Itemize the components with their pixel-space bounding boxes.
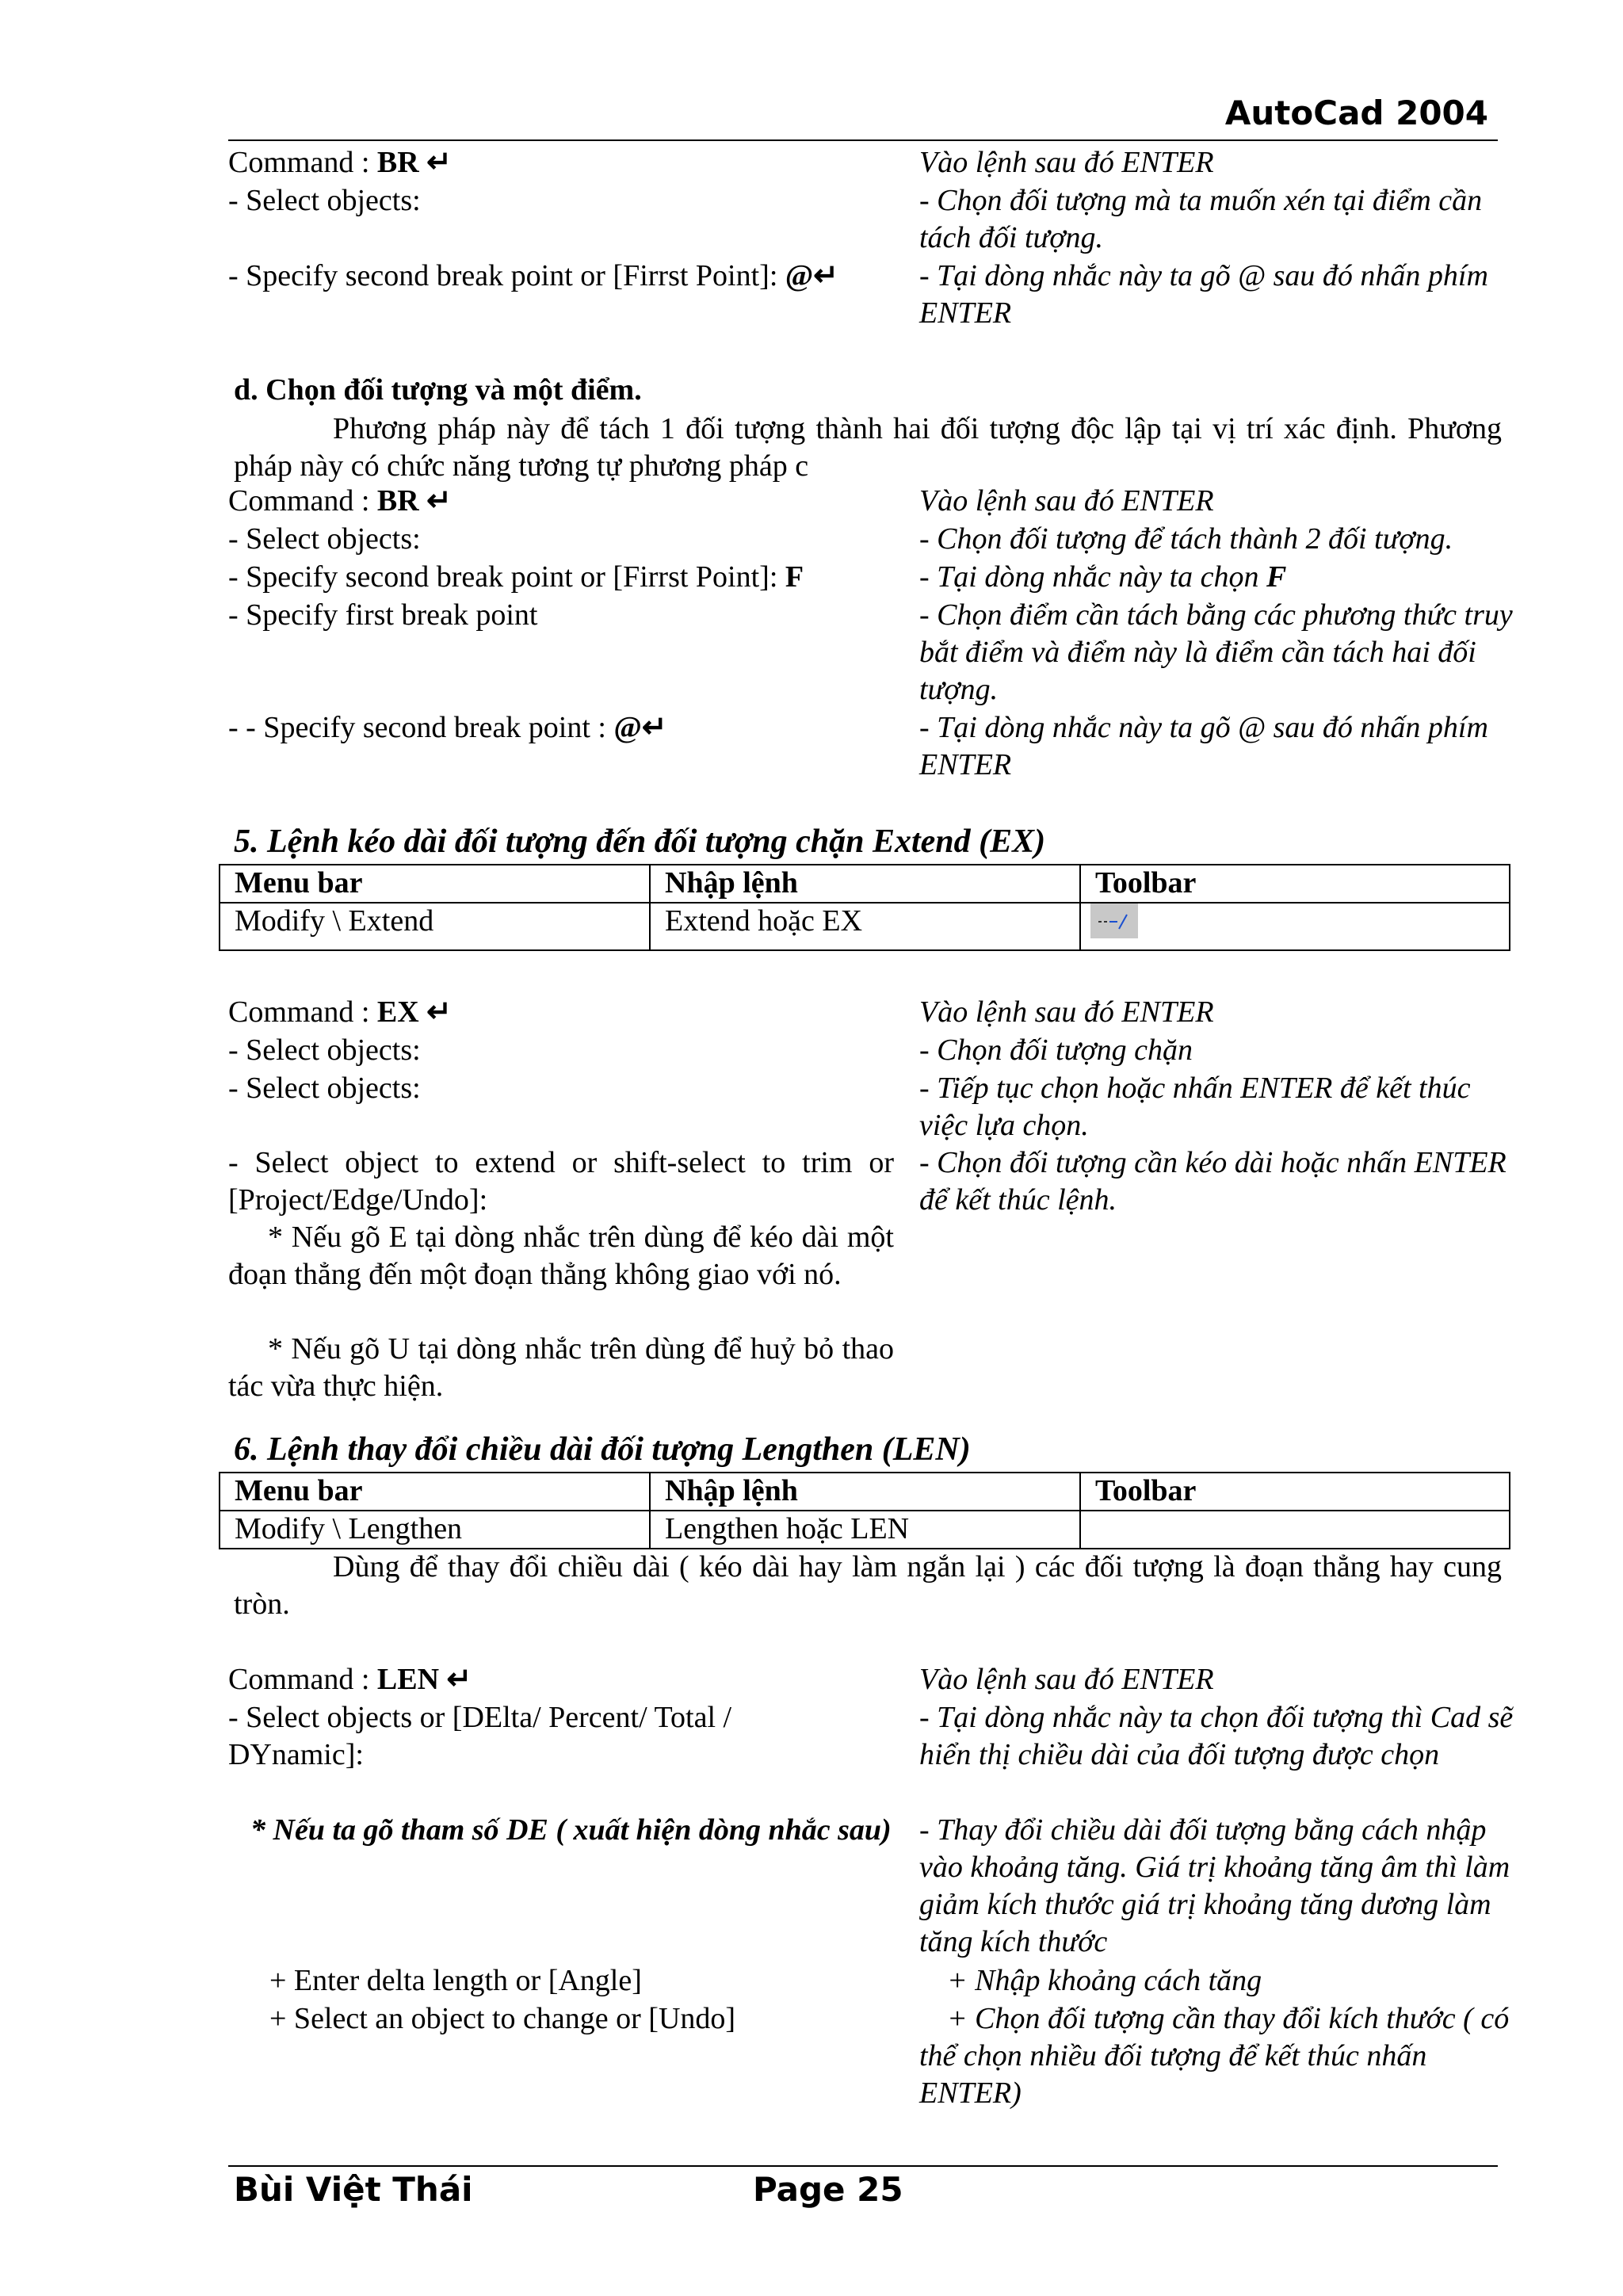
command-desc: - Tại dòng nhắc này ta chọn F: [919, 560, 1287, 594]
command-line: - Select objects:: [228, 184, 421, 217]
subsection-title: d. Chọn đối tượng và một điểm.: [234, 373, 642, 407]
section-title: 6. Lệnh thay đổi chiều dài đối tượng Lengthen (LEN): [234, 1431, 971, 1468]
command-line: - - Specify second break point : @↵: [228, 711, 667, 744]
table-header: Toolbar: [1080, 1473, 1510, 1511]
command-line: - Select objects or [DElta/ Percent/ Total / DYnamic]:: [228, 1701, 732, 1771]
command-line: - Select objects:: [228, 1033, 421, 1067]
command-desc: - Chọn đối tượng để tách thành 2 đối tượng.: [919, 522, 1453, 556]
command-desc: Vào lệnh sau đó ENTER: [919, 146, 1214, 179]
table-cell: Lengthen hoặc LEN: [650, 1511, 1080, 1549]
table-cell: [1080, 903, 1510, 950]
paragraph: Dùng để thay đổi chiều dài ( kéo dài hay làm ngắn lại ) các đối tượng là đoạn thẳng hay cung tròn.: [234, 1550, 1502, 1621]
command-desc: Vào lệnh sau đó ENTER: [919, 1663, 1214, 1696]
command-desc: - Tại dòng nhắc này ta gõ @ sau đó nhấn phím ENTER: [919, 259, 1488, 330]
command-desc: Vào lệnh sau đó ENTER: [919, 995, 1214, 1029]
command-line: Command : BR ↵: [228, 484, 453, 518]
command-desc: - Chọn đối tượng cần kéo dài hoặc nhấn ENTER để kết thúc lệnh.: [919, 1146, 1507, 1217]
command-line: Command : EX ↵: [228, 995, 453, 1029]
command-desc: - Tiếp tục chọn hoặc nhấn ENTER để kết thúc việc lựa chọn.: [919, 1072, 1471, 1142]
note: * Nếu gõ E tại dòng nhắc trên dùng để kéo dài một đoạn thẳng đến một đoạn thẳng không giao với nó.: [228, 1221, 894, 1291]
table-header: Nhập lệnh: [650, 1473, 1080, 1511]
command-line: - Specify second break point or [Firrst Point]: F: [228, 560, 804, 594]
table-header: Nhập lệnh: [650, 865, 1080, 903]
command-desc: - Chọn đối tượng mà ta muốn xén tại điểm cần tách đối tượng.: [919, 184, 1483, 254]
command-desc: - Chọn điểm cần tách bằng các phương thức truy bắt điểm và điểm này là điểm cần tách hai đối tượng.: [919, 598, 1513, 706]
table-cell: Modify \ Extend: [220, 903, 650, 950]
command-line: - Select objects:: [228, 522, 421, 556]
table-cell: Extend hoặc EX: [650, 903, 1080, 950]
extend-icon: [1090, 904, 1138, 938]
command-line: Command : LEN ↵: [228, 1663, 472, 1696]
note: * Nếu gõ U tại dòng nhắc trên dùng để huỷ bỏ thao tác vừa thực hiện.: [228, 1332, 894, 1403]
footer-rule: [228, 2165, 1498, 2167]
table-header: Toolbar: [1080, 865, 1510, 903]
header-title: AutoCad 2004: [1224, 94, 1488, 132]
command-line: + Select an object to change or [Undo]: [269, 2002, 736, 2035]
table-cell: [1080, 1511, 1510, 1549]
command-desc: + Chọn đối tượng cần thay đổi kích thước ( có thể chọn nhiều đối tượng để kết thúc nhấn ENTER): [919, 2002, 1510, 2110]
command-line: Command : BR ↵: [228, 146, 453, 179]
command-table: [219, 1472, 1510, 1549]
header-rule: [228, 139, 1498, 141]
command-desc: Vào lệnh sau đó ENTER: [919, 484, 1214, 518]
table-header: Menu bar: [220, 865, 650, 903]
command-line: - Specify second break point or [Firrst Point]: @↵: [228, 259, 839, 292]
command-desc: - Tại dòng nhắc này ta chọn đối tượng thì Cad sẽ hiển thị chiều dài của đối tượng được chọn: [919, 1701, 1514, 1771]
command-desc: + Nhập khoảng cách tăng: [947, 1964, 1262, 1997]
paragraph: Phương pháp này để tách 1 đối tượng thành hai đối tượng độc lập tại vị trí xác định. Phương pháp này có chức năng tương tự phương pháp c: [234, 412, 1502, 483]
command-desc: - Chọn đối tượng chặn: [919, 1033, 1193, 1067]
command-line: - Specify first break point: [228, 598, 538, 632]
page-number: Page 25: [753, 2170, 903, 2209]
command-line: - Select objects:: [228, 1072, 421, 1105]
note: * Nếu ta gõ tham số DE ( xuất hiện dòng nhắc sau): [250, 1813, 892, 1847]
table-cell: Modify \ Lengthen: [220, 1511, 650, 1549]
command-line: + Enter delta length or [Angle]: [269, 1964, 642, 1997]
command-table: [219, 864, 1510, 951]
command-desc: - Thay đổi chiều dài đối tượng bằng cách nhập vào khoảng tăng. Giá trị khoảng tăng âm thì làm giảm kích thước giá trị khoảng tăng dương làm tăng kích thước: [919, 1813, 1510, 1958]
command-line: - Select object to extend or shift-select to trim or [Project/Edge/Undo]:: [228, 1146, 894, 1217]
footer-author: Bùi Việt Thái: [234, 2170, 473, 2209]
command-desc: - Tại dòng nhắc này ta gõ @ sau đó nhấn phím ENTER: [919, 711, 1488, 781]
table-header: Menu bar: [220, 1473, 650, 1511]
section-title: 5. Lệnh kéo dài đối tượng đến đối tượng chặn Extend (EX): [234, 823, 1046, 860]
